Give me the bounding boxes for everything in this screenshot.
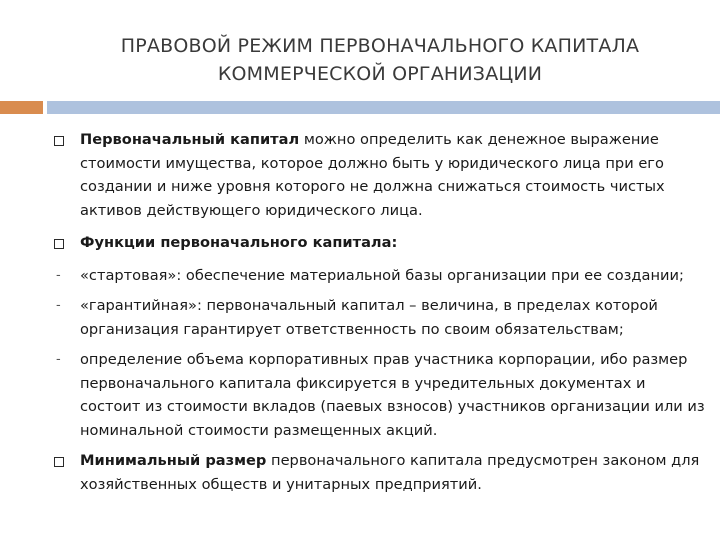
slide-title [60,32,700,88]
slide-title-line-1: ПРАВОВОЙ РЕЖИМ ПЕРВОНАЧАЛЬНОГО КАПИТАЛА [120,35,640,57]
square-bullet-icon [54,136,64,146]
sub-item-text: «гарантийная»: первоначальный капитал – величина, в пределах которой организация гарантирует ответственность по своим обязательствам; [80,297,658,338]
list-item [48,128,708,222]
header-divider-bar [47,101,720,114]
dash-bullet: - [56,298,61,313]
sub-list-item [48,294,708,341]
square-bullet-icon [54,457,64,467]
item-bold-text: Минимальный размер [80,452,267,469]
slide-title-line-2: КОММЕРЧЕСКОЙ ОРГАНИЗАЦИИ [217,63,543,85]
item-text: можно определить как денежное выражение стоимости имущества, которое должно быть у юридического лица при его создании и ниже уровня которого не должна снижаться стоимость чистых активов действующего юридического лица. [80,131,665,219]
slide-content [48,128,708,505]
square-bullet-icon [54,239,64,249]
accent-bar [0,101,43,114]
item-bold-text: Функции первоначального капитала: [80,234,398,251]
list-item [48,231,708,255]
item-text: первоначального капитала предусмотрен законом для хозяйственных обществ и унитарных предприятий. [80,452,700,493]
item-bold-text: Первоначальный капитал [80,131,300,148]
sub-item-text: определение объема корпоративных прав участника корпорации, ибо размер первоначального капитала фиксируется в учредительных документах и состоит из стоимости вкладов (паевых взносов) участников организации или из номинальной стоимости размещенных акций. [80,351,705,439]
sub-item-text: «стартовая»: обеспечение материальной базы организации при ее создании; [80,266,684,284]
sub-list-item [48,348,708,442]
list-item [48,449,708,496]
dash-bullet: - [56,352,61,367]
sub-list-item [48,264,708,288]
dash-bullet: - [56,267,61,283]
